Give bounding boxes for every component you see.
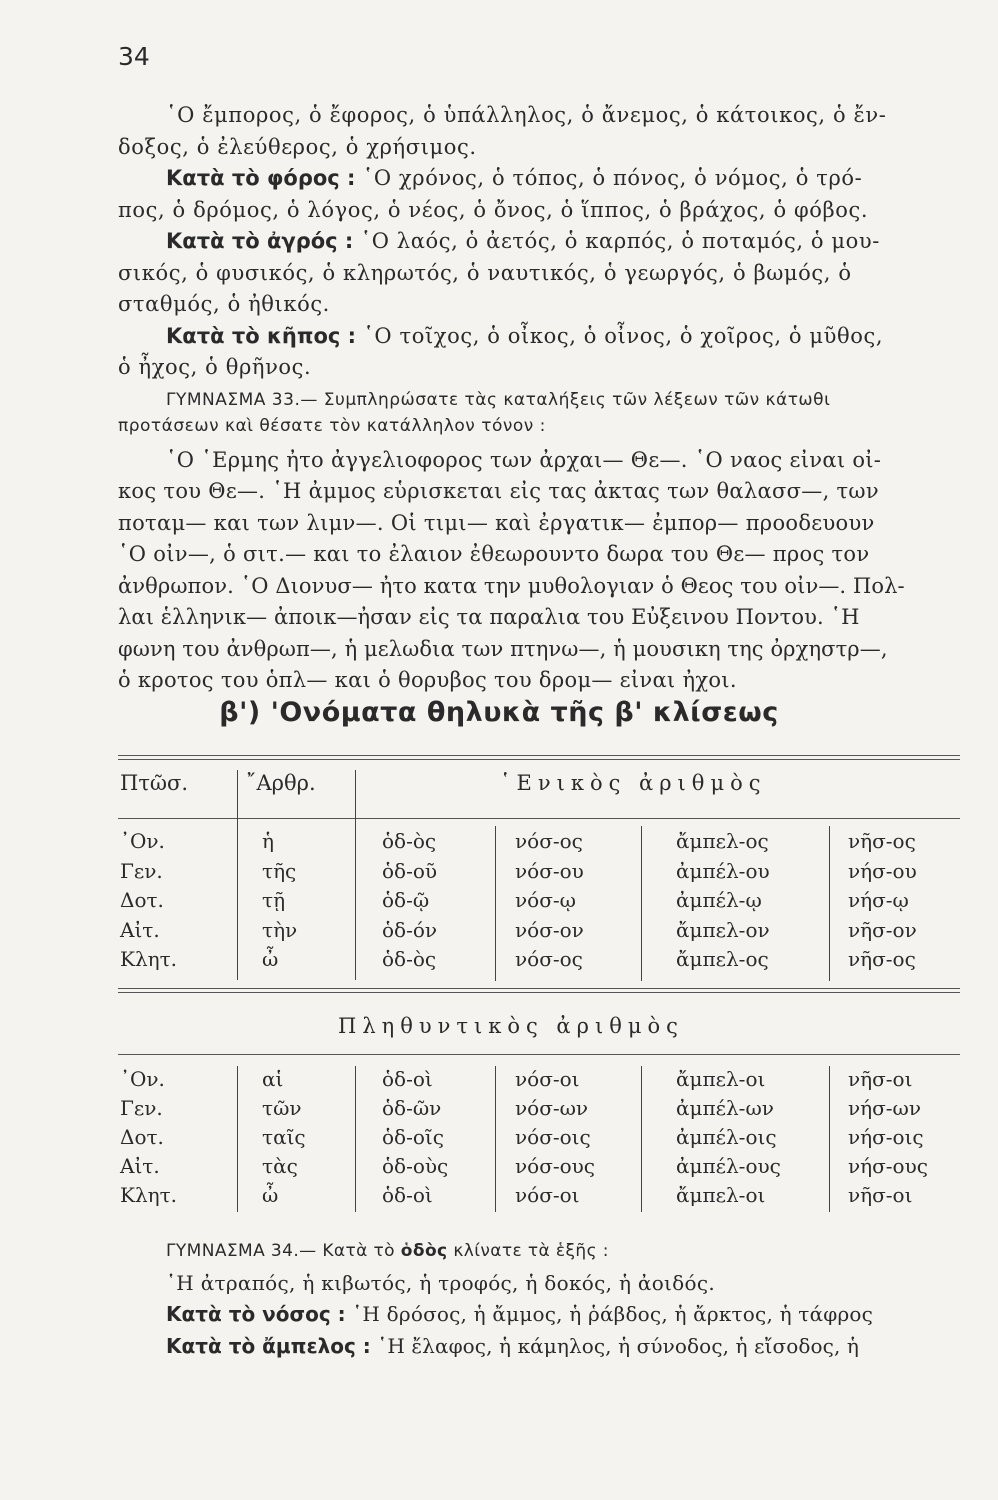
- cell-hodos: ὁδ-οὺς: [382, 1154, 449, 1178]
- cell-hodos: ὁδ-οὶ: [382, 1067, 433, 1091]
- heading-kepos: Κατὰ τὸ κῆπος :: [166, 323, 357, 348]
- text-line: [118, 226, 960, 258]
- cell-nosos: νόσ-οι: [515, 1067, 580, 1091]
- cell-nesos: νήσ-ους: [848, 1154, 928, 1178]
- cell-ampelos: ἄμπελ-οι: [676, 1183, 766, 1207]
- cell-hodos: ὁδ-οὶ: [382, 1183, 433, 1207]
- cell-nosos: νόσ-ου: [515, 858, 584, 883]
- cell-article: τῶν: [262, 1096, 302, 1120]
- text-line: πος, ὁ δρόμος, ὁ λόγος, ὁ νέος, ὁ ὄνος, ὁ ἵππος, ὁ βράχος, ὁ φόβος.: [118, 197, 869, 222]
- cell-nosos: νόσ-οις: [515, 1125, 591, 1149]
- cell-hodos: ὁδ-ὸς: [382, 829, 437, 853]
- cell-nosos: νόσ-ος: [515, 947, 583, 971]
- heading-ampelos: Κατὰ τὸ ἄμπελος :: [166, 1333, 371, 1358]
- text-line: [118, 1331, 968, 1363]
- cell-case: Κλητ.: [120, 1183, 178, 1207]
- cell-case: Αἰτ.: [120, 917, 160, 942]
- column-divider: [829, 1066, 830, 1212]
- text-line: λαι ἑλληνικ— ἀποικ—ἠσαν εἰς τα παραλια του Εὐξεινου Ποντου. ῾Η: [118, 605, 860, 629]
- cell-hodos: ὁδ-ῷ: [382, 888, 430, 912]
- table-top-rule: [118, 755, 960, 760]
- text-span: ῾Η ἔλαφος, ἡ κάμηλος, ἡ σύνοδος, ἡ εἴσοδος, ἡ: [370, 1333, 859, 1358]
- cell-case: ᾿Ον.: [120, 829, 165, 853]
- cell-ampelos: ἄμπελ-ον: [676, 917, 770, 942]
- text-line: σταθμός, ὁ ἠθικός.: [118, 292, 330, 316]
- header-article: ῎Αρθρ.: [246, 771, 316, 795]
- text-line: ῾Ο ῾Ερμης ἠτο ἀγγελιοφορος των ἀρχαι— Θε—. ῾Ο ναος εἰναι οἰ-: [166, 447, 882, 472]
- text-line: δοξος, ὁ ἐλεύθερος, ὁ χρήσιμος.: [118, 134, 477, 159]
- cell-nesos: νῆσ-ον: [848, 917, 917, 942]
- cell-article: αἱ: [262, 1067, 284, 1091]
- cell-nosos: νόσ-ων: [515, 1096, 589, 1120]
- cell-case: Γεν.: [120, 858, 163, 883]
- cell-article: ταῖς: [262, 1125, 306, 1149]
- header-singular: ῾Ενικὸς ἀριθμὸς: [500, 771, 767, 795]
- cell-ampelos: ἀμπέλ-οις: [676, 1125, 777, 1149]
- text-line: [118, 1299, 968, 1331]
- heading-agros: Κατὰ τὸ ἀγρός :: [166, 229, 354, 253]
- cell-hodos: ὁδ-όν: [382, 917, 438, 942]
- cell-article: ὦ: [262, 1183, 279, 1207]
- column-divider: [237, 1066, 238, 1212]
- text-line: ῾Ο ἔμπορος, ὁ ἔφορος, ὁ ὑπάλληλος, ὁ ἄνεμος, ὁ κάτοικος, ὁ ἔν-: [166, 103, 887, 127]
- text-line: σικός, ὁ φυσικός, ὁ κληρωτός, ὁ ναυτικός, ὁ γεωργός, ὁ βωμός, ὁ: [118, 260, 852, 285]
- text-line: φωνη του ἀνθρωπ—, ἡ μελωδια των πτηνω—, ἡ μουσικη της ὀρχηστρ—,: [118, 636, 888, 661]
- column-divider: [355, 1066, 356, 1212]
- keyword: ὁδὸς: [400, 1241, 448, 1261]
- cell-nosos: νόσ-ῳ: [515, 888, 576, 912]
- cell-article: τῆς: [262, 858, 297, 883]
- cell-ampelos: ἀμπέλ-ους: [676, 1154, 781, 1178]
- cell-nosos: νόσ-ους: [515, 1154, 596, 1178]
- text-span: ῾Η δρόσος, ἡ ἄμμος, ἡ ῥάβδος, ἡ ἄρκτος, ἡ τάφρος: [345, 1302, 874, 1326]
- section-title: β') 'Ονόματα θηλυκὰ τῆς β' κλίσεως: [219, 697, 779, 728]
- header-plural: Πληθυντικὸς ἀριθμὸς: [338, 1014, 684, 1038]
- text-line: ῾Ο οἰν—, ὁ σιτ.— και το ἐλαιον ἐθεωρουντο δωρα του Θε— προς τον: [118, 542, 870, 566]
- plural-header-rule: [118, 1054, 960, 1055]
- cell-hodos: ὁδ-οῖς: [382, 1125, 444, 1149]
- cell-case: Αἰτ.: [120, 1154, 160, 1178]
- text-line: κος του Θε—. ῾Η ἀμμος εὑρισκεται εἰς τας ἀκτας των θαλασσ—, των: [118, 479, 879, 503]
- text-line: ποταμ— και των λιμν—. Οἱ τιμι— καὶ ἐργατικ— ἐμπορ— προοδευουν: [118, 510, 875, 535]
- cell-case: ᾿Ον.: [120, 1067, 165, 1091]
- column-divider: [641, 826, 642, 981]
- cell-hodos: ὁδ-ῶν: [382, 1096, 442, 1120]
- cell-case: Δοτ.: [120, 888, 164, 912]
- column-divider: [829, 826, 830, 981]
- cell-hodos: ὁδ-ὸς: [382, 947, 437, 971]
- cell-nesos: νήσ-οις: [848, 1125, 924, 1149]
- page-number: 34: [118, 42, 150, 71]
- cell-article: ὦ: [262, 947, 279, 971]
- column-divider: [641, 1066, 642, 1212]
- column-divider: [495, 826, 496, 981]
- cell-nesos: νήσ-ου: [848, 858, 917, 883]
- text-line: ῾Η ἀτραπός, ἡ κιβωτός, ἡ τροφός, ἡ δοκός, ἡ ἀοιδός.: [166, 1270, 716, 1295]
- cell-ampelos: ἄμπελ-ος: [676, 829, 769, 853]
- column-divider: [355, 770, 356, 980]
- table-header-rule: [118, 818, 960, 819]
- exercise-33-heading: ΓΥΜΝΑΣΜΑ 33.— Συμπληρώσατε τὰς καταλήξεις τῶν λέξεων τῶν κάτωθι: [166, 389, 831, 410]
- header-case: Πτῶσ.: [120, 771, 189, 795]
- cell-ampelos: ἀμπέλ-ου: [676, 858, 770, 883]
- heading-nosos: Κατὰ τὸ νόσος :: [166, 1302, 346, 1326]
- cell-article: τὰς: [262, 1154, 298, 1178]
- cell-ampelos: ἄμπελ-οι: [676, 1067, 766, 1091]
- cell-nosos: νόσ-οι: [515, 1183, 580, 1207]
- text-line: [118, 321, 960, 353]
- exercise-34-heading: [118, 1236, 968, 1268]
- intro-text: [118, 100, 960, 697]
- cell-nesos: νῆσ-ος: [848, 947, 916, 971]
- cell-case: Κλητ.: [120, 947, 178, 971]
- cell-article: τὴν: [262, 917, 298, 942]
- exercise-34: [118, 1236, 968, 1362]
- cell-ampelos: ἀμπέλ-ων: [676, 1096, 774, 1120]
- exercise-33-body: [118, 445, 960, 697]
- cell-ampelos: ἄμπελ-ος: [676, 947, 769, 971]
- text-span: κλίνατε τὰ ἑξῆς :: [447, 1241, 609, 1261]
- text-line: ἀνθρωπον. ῾Ο Διονυσ— ἠτο κατα την μυθολογιαν ὁ Θεος του οἰν—. Πολ-: [118, 573, 905, 598]
- cell-nosos: νόσ-ος: [515, 829, 583, 853]
- cell-hodos: ὁδ-οῦ: [382, 858, 438, 883]
- cell-nosos: νόσ-ον: [515, 917, 584, 942]
- text-span: ῾Ο λαός, ὁ ἀετός, ὁ καρπός, ὁ ποταμός, ὁ μου-: [353, 229, 880, 253]
- text-span: ῾Ο τοῖχος, ὁ οἶκος, ὁ οἶνος, ὁ χοῖρος, ὁ μῦθος,: [356, 323, 884, 348]
- cell-nesos: νήσ-ῳ: [848, 888, 909, 912]
- cell-case: Δοτ.: [120, 1125, 164, 1149]
- cell-ampelos: ἀμπέλ-ῳ: [676, 888, 762, 912]
- heading-phoros: Κατὰ τὸ φόρος :: [166, 166, 356, 190]
- singular-bottom-rule: [118, 988, 960, 993]
- cell-nesos: νήσ-ων: [848, 1096, 922, 1120]
- cell-nesos: νῆσ-οι: [848, 1067, 913, 1091]
- cell-nesos: νῆσ-οι: [848, 1183, 913, 1207]
- text-span: ῾Ο χρόνος, ὁ τόπος, ὁ πόνος, ὁ νόμος, ὁ τρό-: [355, 166, 863, 190]
- text-line: [118, 163, 960, 195]
- cell-case: Γεν.: [120, 1096, 163, 1120]
- exercise-33-heading: προτάσεων καὶ θέσατε τὸν κατάλληλον τόνον :: [118, 415, 546, 436]
- cell-article: τῇ: [262, 888, 286, 912]
- column-divider: [237, 770, 238, 980]
- text-span: ΓΥΜΝΑΣΜΑ 34.— Κατὰ τὸ: [166, 1241, 401, 1261]
- text-line: ὁ ἦχος, ὁ θρῆνος.: [118, 355, 312, 379]
- cell-nesos: νῆσ-ος: [848, 829, 916, 853]
- column-divider: [495, 1066, 496, 1212]
- text-line: ὁ κροτος του ὁπλ— και ὁ θορυβος του δρομ— εἰναι ἠχοι.: [118, 668, 737, 692]
- cell-article: ἡ: [262, 829, 274, 853]
